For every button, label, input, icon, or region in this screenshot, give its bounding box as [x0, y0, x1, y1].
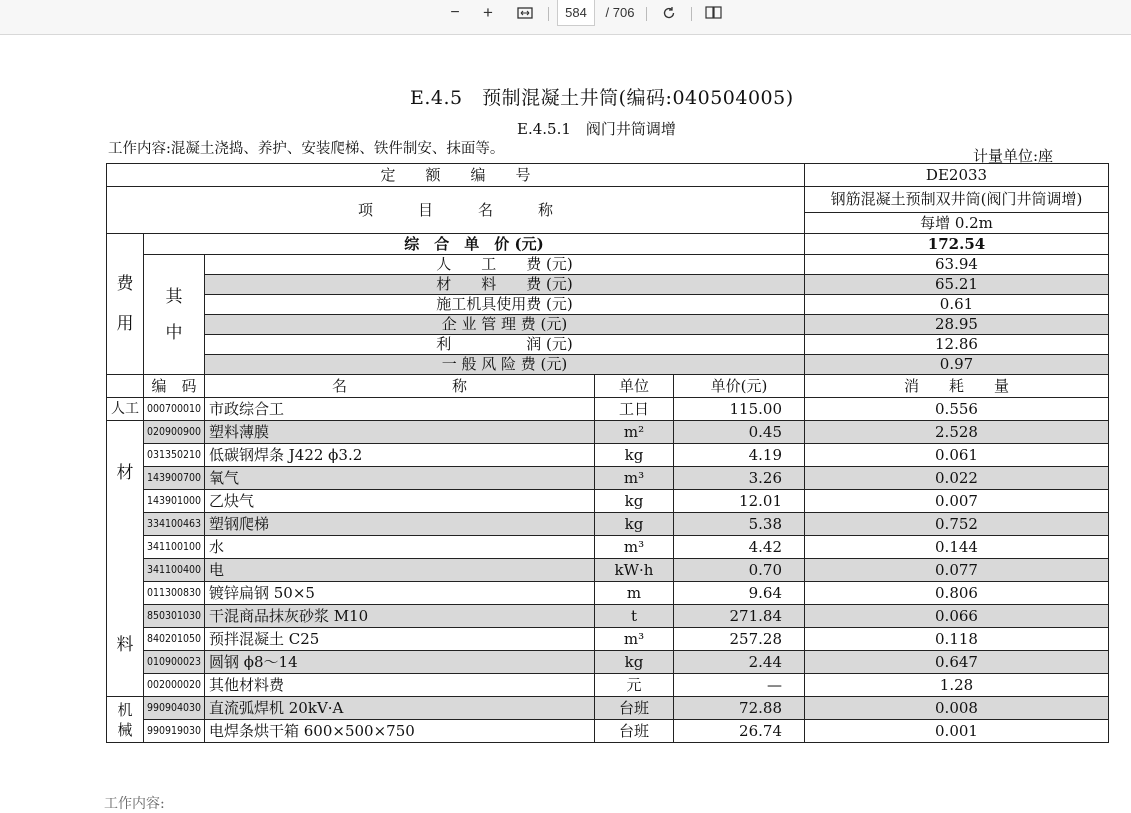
row-price: 72.88 [674, 697, 805, 720]
row-unit: 台班 [595, 720, 674, 743]
group-labor: 人工 [107, 398, 144, 421]
among-label-char2: 中 [165, 322, 183, 343]
zoom-in-button[interactable]: + [483, 3, 493, 22]
row-name: 圆钢 ϕ8～14 [205, 651, 595, 674]
cost-value: 28.95 [805, 315, 1109, 335]
quota-no-label: 定 额 编 号 [107, 164, 805, 187]
two-page-button[interactable] [702, 0, 724, 26]
row-code: 341100100 [144, 536, 205, 559]
row-code: 002000020 [144, 674, 205, 697]
row-name: 乙炔气 [205, 490, 595, 513]
row-price: — [674, 674, 805, 697]
measure-unit: 计量单位:座 [973, 147, 1054, 165]
row-name: 塑料薄膜 [205, 421, 595, 444]
row-price: 271.84 [674, 605, 805, 628]
group-machine [107, 697, 144, 743]
rotate-button[interactable] [658, 0, 680, 26]
cost-label: 利 润 (元) [205, 335, 805, 355]
row-qty: 0.061 [805, 444, 1109, 467]
row-price: 4.42 [674, 536, 805, 559]
row-unit: kg [595, 444, 674, 467]
row-qty: 0.647 [805, 651, 1109, 674]
cost-value: 63.94 [805, 255, 1109, 275]
row-name: 干混商品抹灰砂浆 M10 [205, 605, 595, 628]
row-name: 预拌混凝土 C25 [205, 628, 595, 651]
group-material-char1: 材 [116, 462, 134, 483]
row-qty: 0.077 [805, 559, 1109, 582]
row-code: 990919030 [144, 720, 205, 743]
row-unit: kg [595, 490, 674, 513]
row-code: 031350210 [144, 444, 205, 467]
pdf-toolbar [0, 0, 1131, 35]
row-name: 塑钢爬梯 [205, 513, 595, 536]
row-qty: 0.007 [805, 490, 1109, 513]
row-name: 其他材料费 [205, 674, 595, 697]
row-code: 143900700 [144, 467, 205, 490]
cost-label: 一 般 风 险 费 (元) [205, 355, 805, 375]
row-unit: t [595, 605, 674, 628]
row-qty: 1.28 [805, 674, 1109, 697]
toolbar-separator [548, 7, 549, 21]
group-material [107, 421, 144, 697]
group-material-char2: 料 [116, 634, 134, 655]
row-code: 010900023 [144, 651, 205, 674]
row-price: 0.70 [674, 559, 805, 582]
row-code: 011300830 [144, 582, 205, 605]
fee-label-char2: 用 [116, 314, 134, 334]
cost-value: 0.61 [805, 295, 1109, 315]
col-header-price: 单价(元) [674, 375, 805, 398]
row-unit: m³ [595, 536, 674, 559]
next-section-partial: 工作内容: [104, 796, 165, 812]
row-price: 257.28 [674, 628, 805, 651]
row-qty: 0.008 [805, 697, 1109, 720]
row-code: 020900900 [144, 421, 205, 444]
row-price: 5.38 [674, 513, 805, 536]
row-unit: m² [595, 421, 674, 444]
row-price: 2.44 [674, 651, 805, 674]
row-qty: 0.118 [805, 628, 1109, 651]
toolbar-separator [646, 7, 647, 21]
col-header-consumption: 消 耗 量 [805, 375, 1109, 398]
row-unit: m³ [595, 467, 674, 490]
item-name-label: 项 目 名 称 [107, 187, 805, 234]
row-code: 990904030 [144, 697, 205, 720]
quota-table [106, 163, 1109, 743]
row-code: 334100463 [144, 513, 205, 536]
cost-value: 65.21 [805, 275, 1109, 295]
row-name: 氧气 [205, 467, 595, 490]
row-name: 低碳钢焊条 J422 ϕ3.2 [205, 444, 595, 467]
row-unit: m³ [595, 628, 674, 651]
row-price: 9.64 [674, 582, 805, 605]
row-unit: kW·h [595, 559, 674, 582]
fit-width-button[interactable] [514, 0, 536, 26]
row-qty: 2.528 [805, 421, 1109, 444]
row-code: 143901000 [144, 490, 205, 513]
cost-label: 施工机具使用费 (元) [205, 295, 805, 315]
row-qty: 0.022 [805, 467, 1109, 490]
cost-value: 12.86 [805, 335, 1109, 355]
row-unit: kg [595, 513, 674, 536]
row-price: 12.01 [674, 490, 805, 513]
col-header-name: 名 称 [205, 375, 595, 398]
row-code: 000700010 [144, 398, 205, 421]
col-header-unit: 单位 [595, 375, 674, 398]
item-sub: 每增 0.2m [805, 212, 1109, 233]
fee-label [107, 234, 144, 375]
row-name: 镀锌扁钢 50×5 [205, 582, 595, 605]
row-qty: 0.144 [805, 536, 1109, 559]
row-name: 市政综合工 [205, 398, 595, 421]
fit-width-icon [517, 7, 533, 19]
row-qty: 0.066 [805, 605, 1109, 628]
cost-label: 企 业 管 理 费 (元) [205, 315, 805, 335]
row-unit: m [595, 582, 674, 605]
row-price: 3.26 [674, 467, 805, 490]
pdf-page [0, 35, 1131, 812]
row-name: 水 [205, 536, 595, 559]
total-value: 172.54 [805, 234, 1109, 255]
cost-value: 0.97 [805, 355, 1109, 375]
row-price: 4.19 [674, 444, 805, 467]
among-label [144, 255, 205, 375]
row-unit: 元 [595, 674, 674, 697]
row-code: 840201050 [144, 628, 205, 651]
group-machine-char1: 机 [117, 700, 133, 719]
row-name: 电 [205, 559, 595, 582]
row-unit: 工日 [595, 398, 674, 421]
row-unit: 台班 [595, 697, 674, 720]
two-page-icon [705, 6, 722, 20]
page-number-input[interactable] [557, 0, 595, 26]
row-qty: 0.752 [805, 513, 1109, 536]
row-qty: 0.001 [805, 720, 1109, 743]
total-label: 综 合 单 价 (元) [144, 234, 805, 255]
row-price: 26.74 [674, 720, 805, 743]
section-title: E.4.5 预制混凝土井筒(编码:040504005) [410, 87, 794, 109]
rotate-icon [661, 5, 677, 21]
cost-label: 材 料 费 (元) [205, 275, 805, 295]
group-machine-char2: 械 [117, 720, 133, 739]
subsection-title: E.4.5.1 阀门井筒调增 [517, 120, 676, 138]
among-label-char1: 其 [165, 286, 183, 307]
row-qty: 0.806 [805, 582, 1109, 605]
toolbar-separator [691, 7, 692, 21]
page-total: / 706 [605, 5, 635, 20]
row-code: 850301030 [144, 605, 205, 628]
row-price: 0.45 [674, 421, 805, 444]
row-name: 直流弧焊机 20kV·A [205, 697, 595, 720]
row-code: 341100400 [144, 559, 205, 582]
item-name: 钢筋混凝土预制双井筒(阀门井筒调增) [805, 187, 1109, 213]
cost-label: 人 工 费 (元) [205, 255, 805, 275]
quota-no: DE2033 [805, 164, 1109, 187]
row-qty: 0.556 [805, 398, 1109, 421]
fee-label-char1: 费 [116, 274, 134, 294]
work-content: 工作内容:混凝土浇捣、养护、安装爬梯、铁件制安、抹面等。 [108, 141, 505, 157]
row-price: 115.00 [674, 398, 805, 421]
zoom-out-button[interactable]: − [450, 4, 460, 21]
row-unit: kg [595, 651, 674, 674]
col-header-code: 编 码 [144, 375, 205, 398]
row-name: 电焊条烘干箱 600×500×750 [205, 720, 595, 743]
